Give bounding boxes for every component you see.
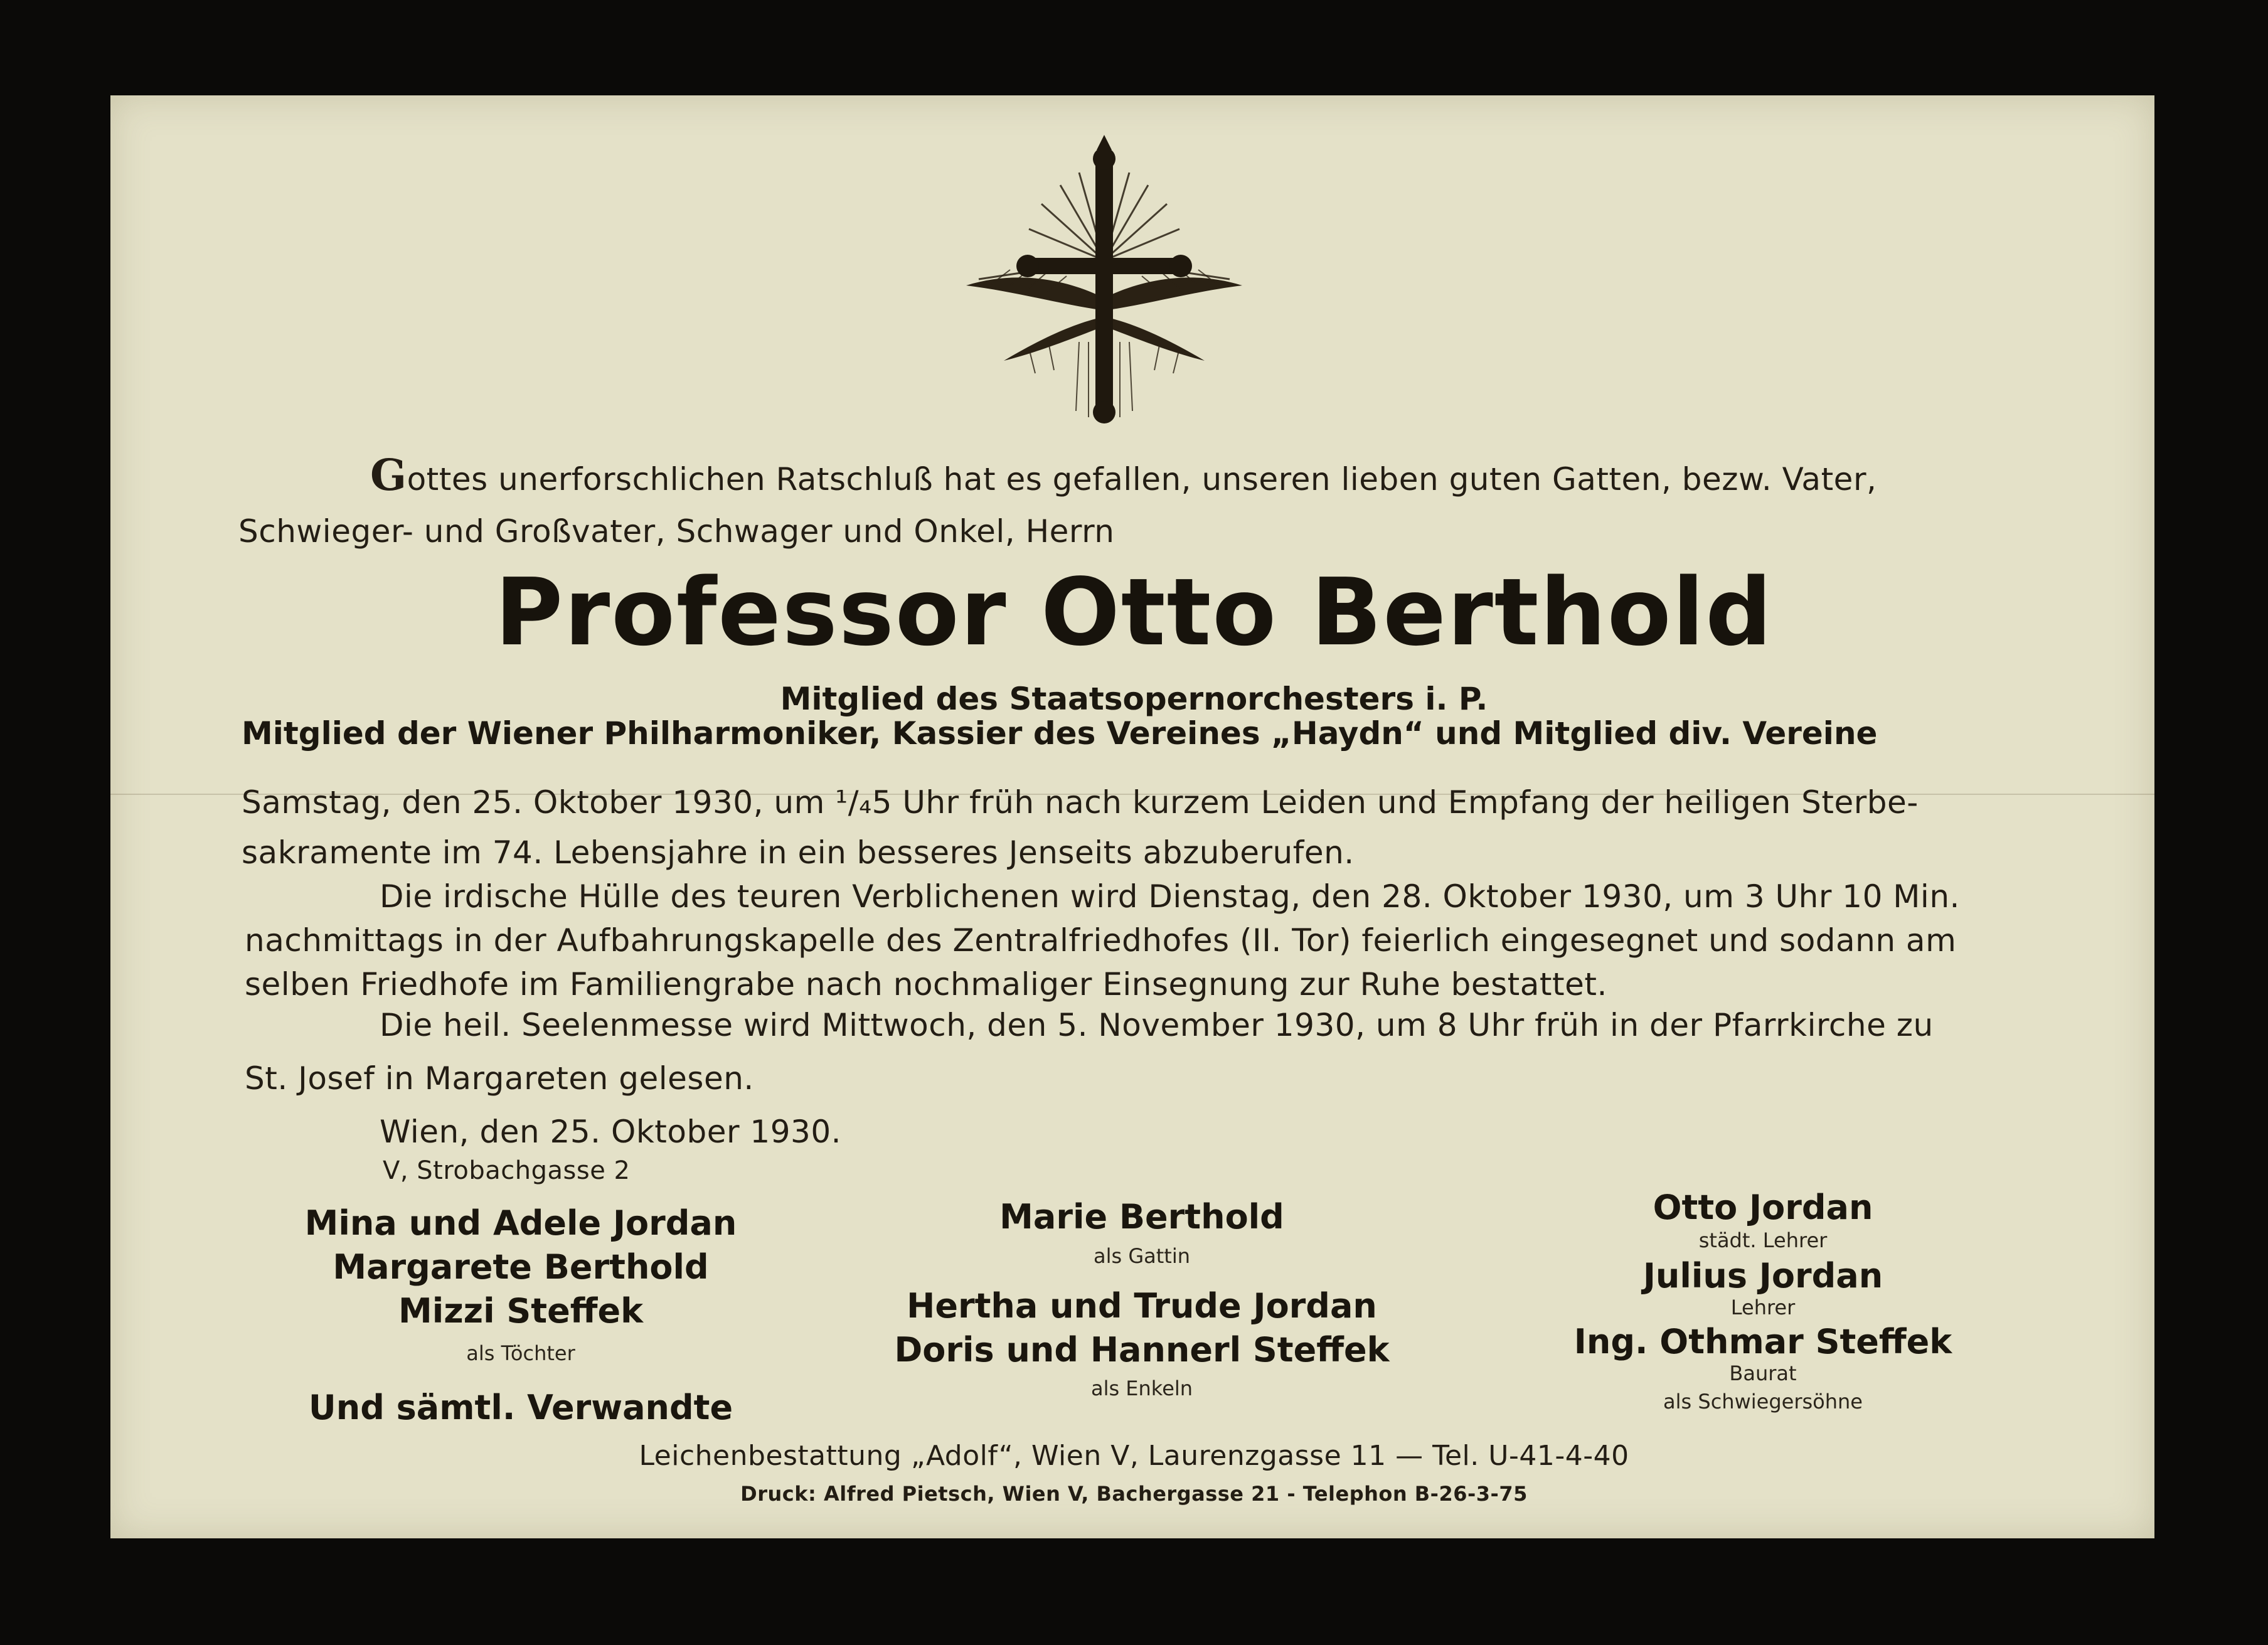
signatory-middle-3: Doris und Hannerl Steffek xyxy=(894,1330,1390,1370)
role-right-2: Lehrer xyxy=(1730,1296,1796,1319)
drop-cap: G xyxy=(370,450,407,501)
signatory-left-2: Margarete Berthold xyxy=(333,1247,709,1287)
intro-line-1 xyxy=(370,450,1877,501)
role-right-3: Baurat xyxy=(1729,1361,1797,1385)
printer-line: Druck: Alfred Pietsch, Wien V, Bachergasse 21 - Telephon B-26-3-75 xyxy=(740,1482,1528,1506)
role-middle-1: als Gattin xyxy=(1093,1244,1190,1268)
undertaker-line: Leichenbestattung „Adolf“, Wien V, Laurenzgasse 11 — Tel. U-41-4-40 xyxy=(639,1440,1629,1472)
signatory-right-3: Ing. Othmar Steffek xyxy=(1573,1322,1952,1361)
sender-address: V, Strobachgasse 2 xyxy=(383,1156,631,1185)
role-right-1: städt. Lehrer xyxy=(1698,1228,1828,1252)
role-left: als Töchter xyxy=(466,1341,575,1365)
paragraph-3-line-2: St. Josef in Margareten gelesen. xyxy=(245,1060,754,1097)
relatives-line: Und sämtl. Verwandte xyxy=(308,1388,733,1427)
signatory-right-1: Otto Jordan xyxy=(1653,1188,1873,1227)
paragraph-1-line-1: Samstag, den 25. Oktober 1930, um ¹/₄5 Uhr früh nach kurzem Leiden und Empfang der heiligen Sterbe- xyxy=(242,784,1919,821)
cross-icon xyxy=(954,135,1255,436)
paragraph-3-line-1: Die heil. Seelenmesse wird Mittwoch, den 5. November 1930, um 8 Uhr früh in der Pfarrkirche zu xyxy=(380,1007,1934,1043)
signatory-right-2: Julius Jordan xyxy=(1642,1256,1883,1296)
intro-line-2: Schwieger- und Großvater, Schwager und Onkel, Herrn xyxy=(238,513,1115,550)
signatory-left-1: Mina und Adele Jordan xyxy=(304,1203,737,1243)
role-right-4: als Schwiegersöhne xyxy=(1663,1390,1863,1413)
intro-line-1-text: ottes unerforschlichen Ratschluß hat es gefallen, unseren lieben guten Gatten, bezw. Vater, xyxy=(407,461,1877,498)
role-middle-2: als Enkeln xyxy=(1090,1376,1193,1400)
deceased-name: Professor Otto Berthold xyxy=(494,558,1774,666)
paragraph-2-line-3: selben Friedhofe im Familiengrabe nach nochmaliger Einsegnung zur Ruhe bestattet. xyxy=(245,966,1607,1003)
paragraph-2-line-2: nachmittags in der Aufbahrungskapelle des Zentralfriedhofes (II. Tor) feierlich eingesegnet und sodann am xyxy=(245,922,1957,959)
paragraph-2-line-1: Die irdische Hülle des teuren Verblichenen wird Dienstag, den 28. Oktober 1930, um 3 Uhr 10 Min. xyxy=(380,878,1960,915)
signatory-middle-2: Hertha und Trude Jordan xyxy=(907,1286,1377,1326)
deceased-title-1: Mitglied des Staatsopernorchesters i. P. xyxy=(780,681,1488,717)
paragraph-1-line-2: sakramente im 74. Lebensjahre in ein besseres Jenseits abzuberufen. xyxy=(242,834,1355,871)
signatory-left-3: Mizzi Steffek xyxy=(398,1291,644,1331)
place-date: Wien, den 25. Oktober 1930. xyxy=(380,1114,842,1150)
deceased-title-2: Mitglied der Wiener Philharmoniker, Kassier des Vereines „Haydn“ und Mitglied div. Vereine xyxy=(242,715,1878,752)
signatory-middle-1: Marie Berthold xyxy=(999,1197,1284,1237)
